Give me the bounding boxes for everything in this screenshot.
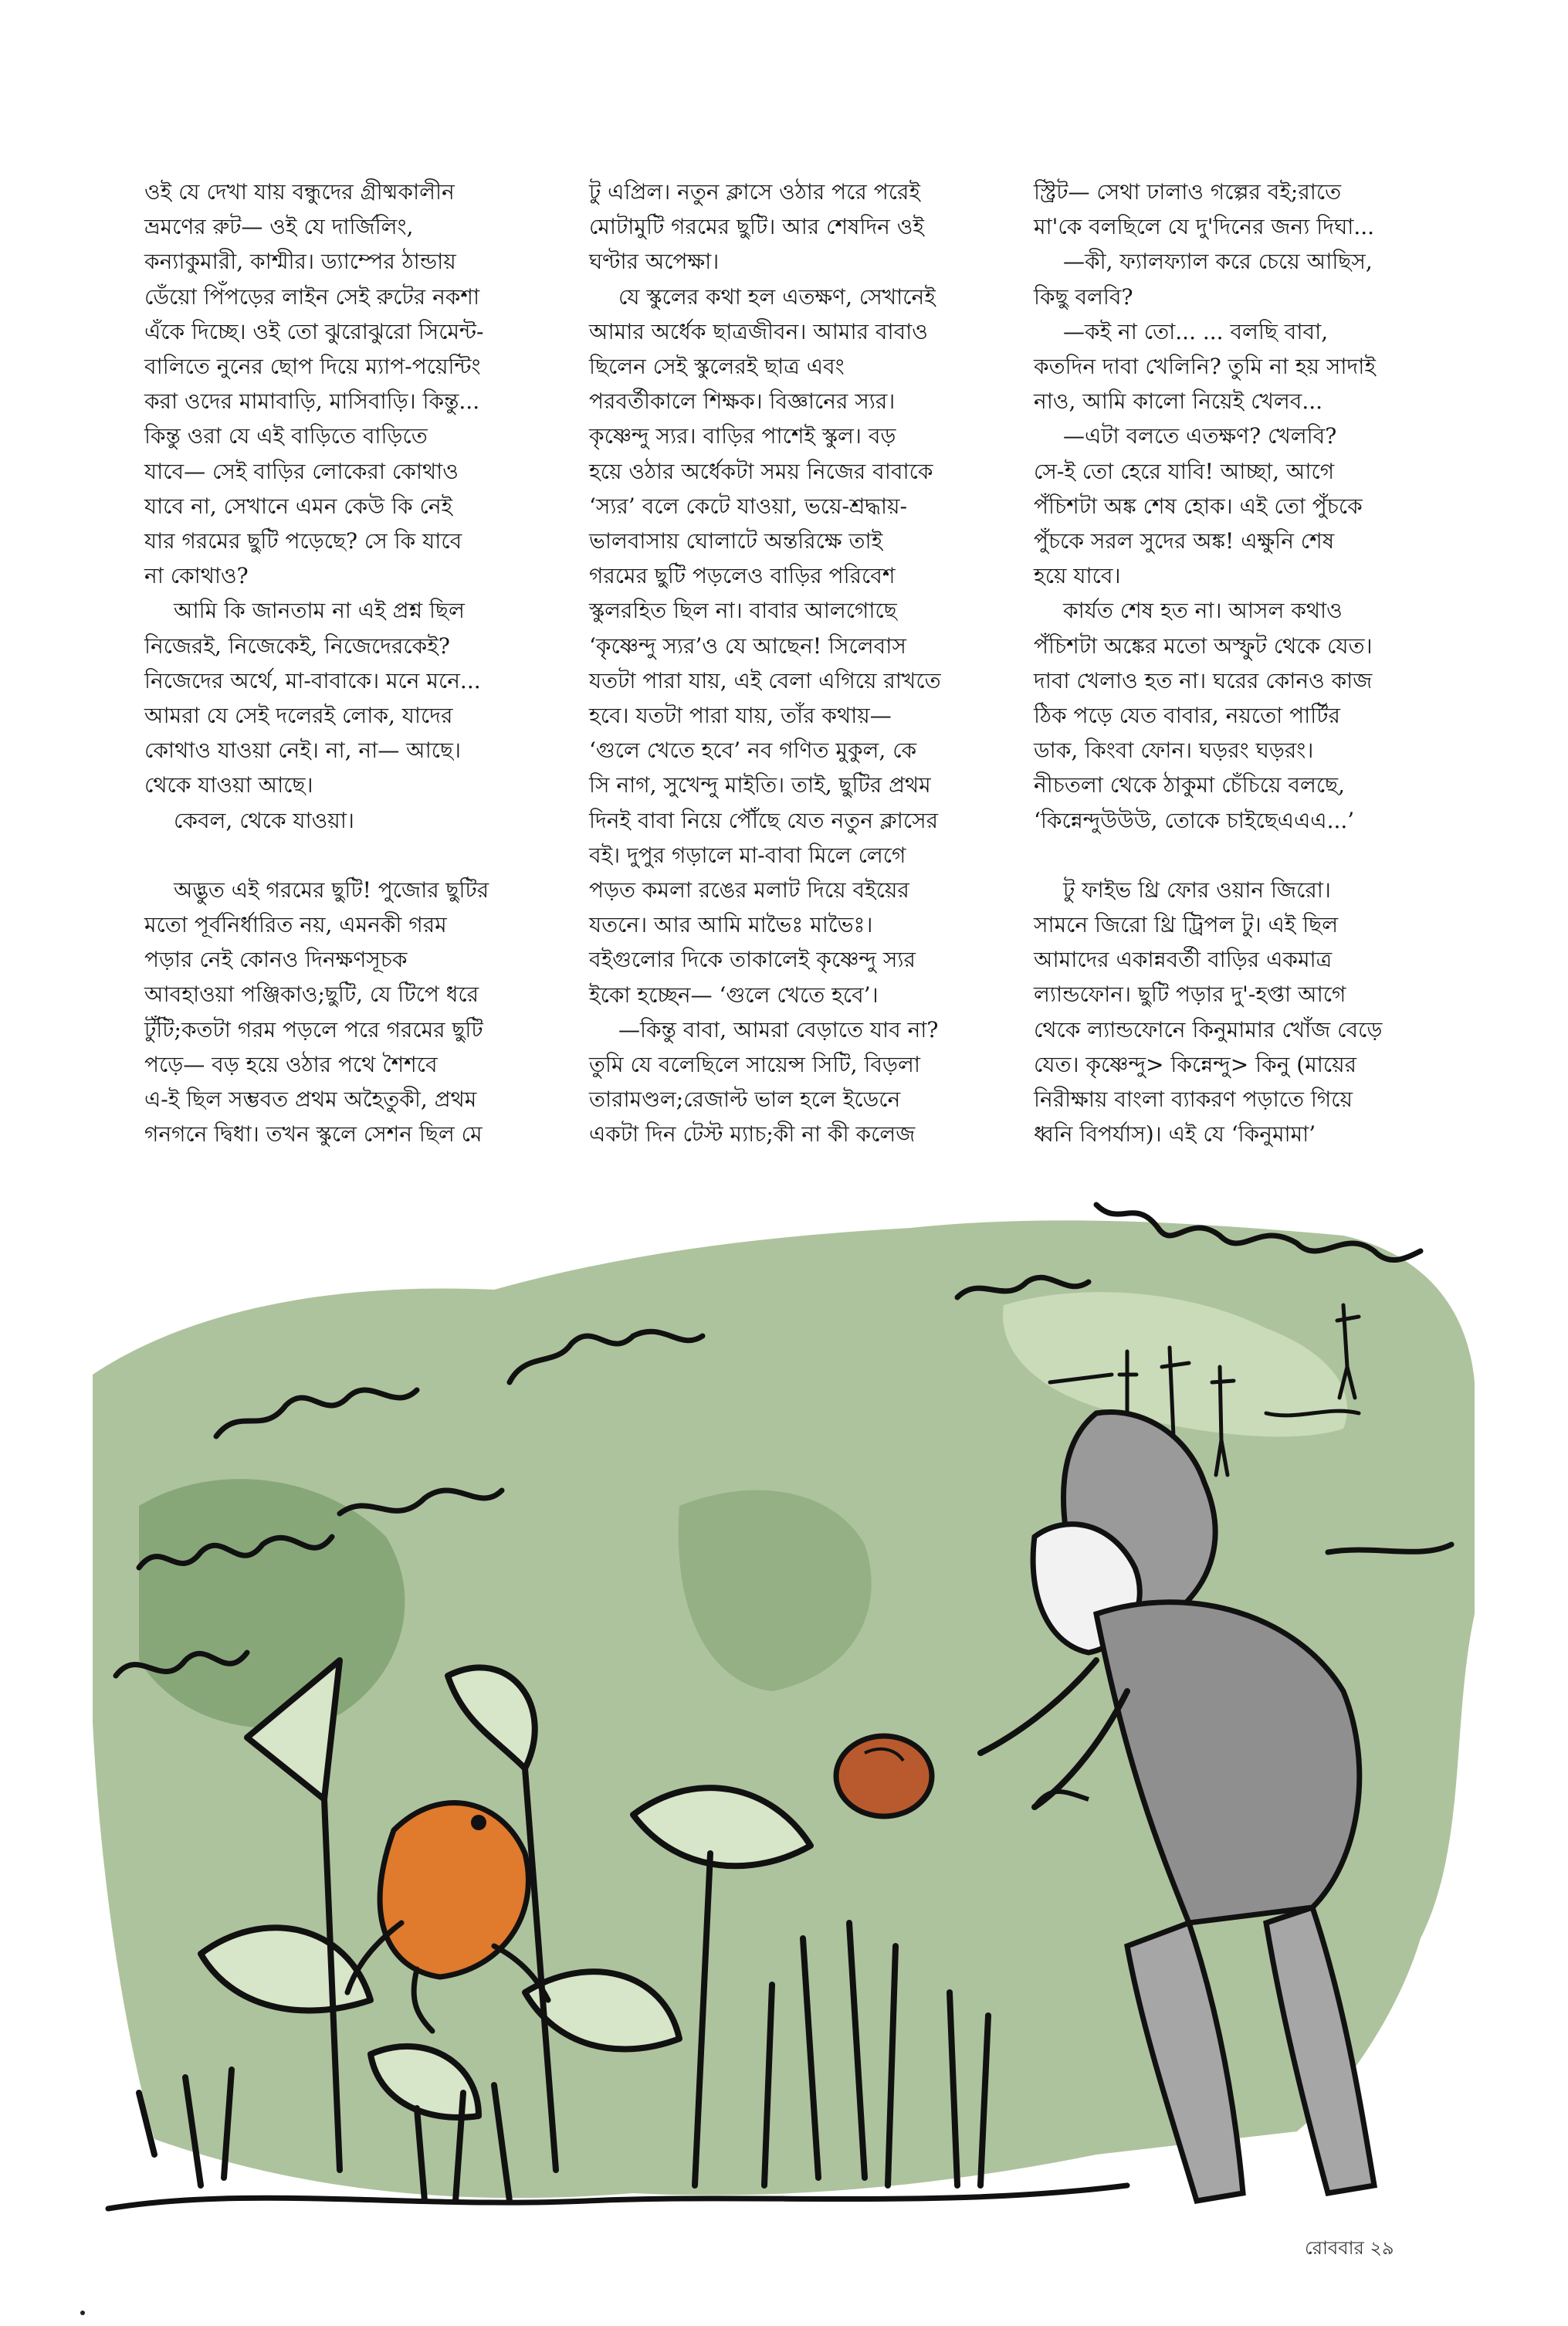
text-line: ধ্বনি বিপর্যাস)। এই যে ‘কিনুমামা’ (1034, 1121, 1316, 1148)
text-line: যাবে না, সেখানে এমন কেউ কি নেই (144, 493, 453, 519)
text-line: কোথাও যাওয়া নেই। না, না— আছে। (144, 737, 462, 764)
garden-illustration (93, 1182, 1475, 2263)
text-line: ঠিক পড়ে যেত বাবার, নয়তো পার্টির (1034, 703, 1340, 729)
text-line: মতো পূর্বনির্ধারিত নয়, এমনকী গরম (144, 912, 447, 938)
text-line: ঘণ্টার অপেক্ষা। (589, 249, 720, 275)
text-line: আমি কি জানতাম না এই প্রশ্ন ছিল (174, 598, 465, 624)
text-line: পুঁচকে সরল সুদের অঙ্ক! এক্ষুনি শেষ (1034, 528, 1335, 554)
article-column-3 (1034, 175, 1443, 1151)
text-line: সে-ই তো হেরে যাবি! আচ্ছা, আগে (1034, 458, 1335, 484)
text-line: গনগনে দ্বিধা। তখন স্কুলে সেশন ছিল মে (144, 1121, 483, 1148)
text-line: কিন্তু ওরা যে এই বাড়িতে বাড়িতে (144, 423, 428, 449)
article-column-1 (144, 175, 554, 1151)
paragraph-gap (1034, 838, 1443, 873)
text-line: গরমের ছুটি পড়লেও বাড়ির পরিবেশ (589, 563, 896, 589)
text-line: পঁচিশটা অঙ্কের মতো অস্ফুট থেকে যেত। (1034, 632, 1373, 659)
text-line: পড়ার নেই কোনও দিনক্ষণসূচক (144, 947, 408, 973)
text-line: সি নাগ, সুখেন্দু মাইতি। তাই, ছুটির প্রথম (589, 772, 931, 799)
text-line: ‘কিন্নেন্দুউউউ, তোকে চাইছেএএএ...’ (1034, 807, 1355, 833)
paragraph-gap (144, 838, 554, 873)
text-line: পড়ে— বড় হয়ে ওঠার পথে শৈশবে (144, 1051, 438, 1077)
text-line: মোটামুটি গরমের ছুটি। আর শেষদিন ওই (589, 214, 924, 240)
text-line: ডাক, কিংবা ফোন। ঘড়রং ঘড়রং। (1034, 737, 1314, 764)
text-line: —কই না তো... ... বলছি বাবা, (1063, 318, 1329, 344)
text-line: —এটা বলতে এতক্ষণ? খেলবি? (1063, 423, 1337, 449)
text-line: ভালবাসায় ঘোলাটে অন্তরিক্ষে তাই (589, 528, 883, 554)
text-line: নীচতলা থেকে ঠাকুমা চেঁচিয়ে বলছে, (1034, 772, 1346, 799)
text-line: একটা দিন টেস্ট ম্যাচ;কী না কী কলেজ (589, 1121, 916, 1148)
text-line: পঁচিশটা অঙ্ক শেষ হোক। এই তো পুঁচকে (1034, 493, 1363, 519)
text-line: না কোথাও? (144, 563, 249, 589)
text-line: যে স্কুলের কথা হল এতক্ষণ, সেখানেই (618, 283, 936, 310)
text-line: আমরা যে সেই দলেরই লোক, যাদের (144, 703, 453, 729)
text-line: —কী, ফ্যালফ্যাল করে চেয়ে আছিস, (1063, 249, 1373, 275)
text-line: ওই যে দেখা যায় বন্ধুদের গ্রীষ্মকালীন (144, 179, 455, 205)
text-line: নিজেদের অর্থে, মা-বাবাকে। মনে মনে... (144, 667, 481, 693)
text-line: টু ফাইভ থ্রি ফোর ওয়ান জিরো। (1063, 876, 1331, 903)
text-line: পরবর্তীকালে শিক্ষক। বিজ্ঞানের স্যর। (589, 388, 896, 415)
text-line: ভ্রমণের রুট— ওই যে দার্জিলিং, (144, 214, 414, 240)
text-line: থেকে ল্যান্ডফোনে কিনুমামার খোঁজ বেড়ে (1034, 1016, 1383, 1043)
page-number-label: রোববার ২৯ (1305, 2237, 1394, 2259)
text-line: আমার অর্ধেক ছাত্রজীবন। আমার বাবাও (589, 318, 928, 344)
text-line: স্ট্রিট— সেথা ঢালাও গল্পের বই;রাতে (1034, 179, 1342, 205)
text-line: বই। দুপুর গড়ালে মা-বাবা মিলে লেগে (589, 842, 906, 868)
text-line: যতনে। আর আমি মাভৈঃ মাভৈঃ। (589, 912, 873, 938)
text-line: থেকে যাওয়া আছে। (144, 772, 313, 799)
text-line: স্কুলরহিত ছিল না। বাবার আলগোছে (589, 598, 897, 624)
text-line: দাবা খেলাও হত না। ঘরের কোনও কাজ (1034, 667, 1373, 693)
text-line: কিছু বলবি? (1034, 283, 1133, 310)
text-line: কতদিন দাবা খেলিনি? তুমি না হয় সাদাই (1034, 354, 1376, 380)
text-line: এ-ই ছিল সম্ভবত প্রথম অহৈতুকী, প্রথম (144, 1087, 477, 1113)
text-line: যতটা পারা যায়, এই বেলা এগিয়ে রাখতে (589, 667, 941, 693)
text-line: কৃষ্ণেন্দু স্যর। বাড়ির পাশেই স্কুল। বড় (589, 423, 896, 449)
text-line: টুঁটি;কতটা গরম পড়লে পরে গরমের ছুটি (144, 1016, 483, 1043)
text-line: কার্যত শেষ হত না। আসল কথাও (1063, 598, 1343, 624)
text-line: যার গরমের ছুটি পড়েছে? সে কি যাবে (144, 528, 462, 554)
text-line: ডেঁয়ো পিঁপড়ের লাইন সেই রুটের নকশা (144, 283, 480, 310)
text-line: টু এপ্রিল। নতুন ক্লাসে ওঠার পরে পরেই (589, 179, 920, 205)
text-line: কেবল, থেকে যাওয়া। (174, 807, 354, 833)
text-line: নাও, আমি কালো নিয়েই খেলব... (1034, 388, 1323, 415)
text-line: পড়ত কমলা রঙের মলাট দিয়ে বইয়ের (589, 877, 909, 904)
text-line: এঁকে দিচ্ছে। ওই তো ঝুরোঝুরো সিমেন্ট- (144, 318, 484, 344)
text-line: করা ওদের মামাবাড়ি, মাসিবাড়ি। কিন্তু... (144, 388, 480, 415)
text-line: তুমি যে বলেছিলে সায়েন্স সিটি, বিড়লা (589, 1052, 920, 1078)
text-line: আবহাওয়া পঞ্জিকাও;ছুটি, যে টিপে ধরে (144, 982, 479, 1008)
text-line: —কিন্তু বাবা, আমরা বেড়াতে যাব না? (618, 1016, 939, 1043)
text-line: মা'কে বলছিলে যে দু'দিনের জন্য দিঘা... (1034, 214, 1375, 240)
text-line: নিজেরই, নিজেকেই, নিজেদেরকেই? (144, 632, 450, 659)
text-line: নিরীক্ষায় বাংলা ব্যাকরণ পড়াতে গিয়ে (1034, 1087, 1353, 1113)
text-line: সামনে জিরো থ্রি ট্রিপল টু। এই ছিল (1034, 912, 1339, 938)
text-line: ‘স্যর’ বলে কেটে যাওয়া, ভয়ে-শ্রদ্ধায়- (589, 493, 907, 519)
text-line: যাবে— সেই বাড়ির লোকেরা কোথাও (144, 458, 459, 484)
text-line: ‘কৃষ্ণেন্দু স্যর’ও যে আছেন! সিলেবাস (589, 632, 906, 659)
text-line: ল্যান্ডফোন। ছুটি পড়ার দু'-হপ্তা আগে (1034, 982, 1346, 1008)
text-line: হবে। যতটা পারা যায়, তাঁর কথায়— (589, 703, 892, 729)
text-line: ‘গুলে খেতে হবে’ নব গণিত মুকুল, কে (589, 737, 917, 764)
text-line: তারামণ্ডল;রেজাল্ট ভাল হলে ইডেনে (589, 1087, 901, 1113)
text-line: হয়ে ওঠার অর্ধেকটা সময় নিজের বাবাকে (589, 458, 933, 484)
text-line: দিনই বাবা নিয়ে পৌঁছে যেত নতুন ক্লাসের (589, 807, 938, 833)
text-line: ইকো হচ্ছেন— ‘গুলে খেতে হবে’। (589, 982, 879, 1008)
text-line: অদ্ভুত এই গরমের ছুটি! পুজোর ছুটির (174, 876, 489, 903)
text-line: বইগুলোর দিকে তাকালেই কৃষ্ণেন্দু স্যর (589, 947, 916, 973)
corner-mark (80, 2311, 85, 2315)
text-line: বালিতে নুনের ছোপ দিয়ে ম্যাপ-পয়েন্টিং (144, 354, 481, 380)
text-line: আমাদের একান্নবর্তী বাড়ির একমাত্র (1034, 947, 1333, 973)
text-line: ছিলেন সেই স্কুলেরই ছাত্র এবং (589, 354, 845, 380)
article-column-2 (589, 175, 998, 1152)
text-line: যেত। কৃষ্ণেন্দু> কিন্নেন্দু> কিনু (মায়ের (1034, 1051, 1357, 1077)
text-line: হয়ে যাবে। (1034, 563, 1121, 589)
text-line: কন্যাকুমারী, কাশ্মীর। ড্যাম্পের ঠান্ডায় (144, 249, 456, 275)
